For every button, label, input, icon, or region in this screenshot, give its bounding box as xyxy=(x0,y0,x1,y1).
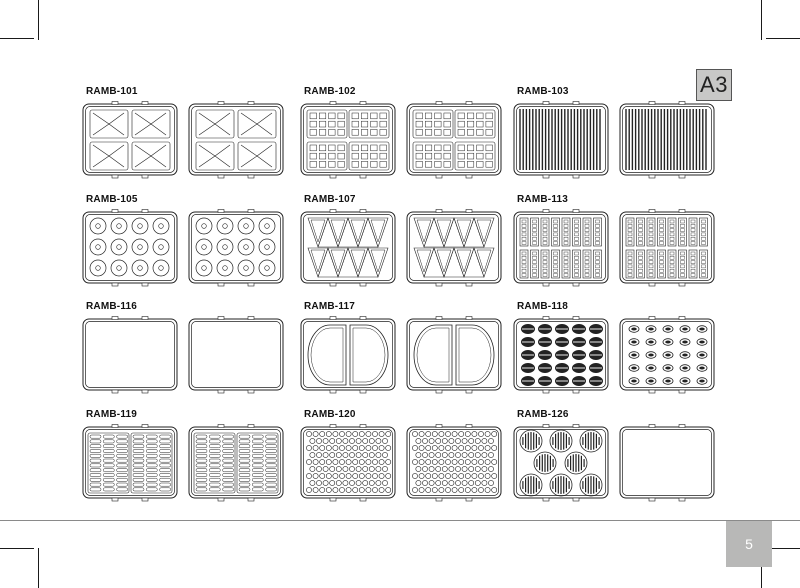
right-plate-waffle-sticks xyxy=(619,208,715,288)
right-plate-flat xyxy=(188,315,284,395)
footer-rule xyxy=(0,520,800,521)
model-label: RAMB-103 xyxy=(517,86,569,97)
left-plate-ribbed-circles xyxy=(513,423,609,503)
model-label: RAMB-126 xyxy=(517,409,569,420)
right-plate-waffle-grid xyxy=(406,100,502,180)
left-plate-ribbed-nuts xyxy=(513,315,609,395)
model-label: RAMB-105 xyxy=(86,194,138,205)
left-plate-waffle-grid xyxy=(300,100,396,180)
left-plate-grill-ribs xyxy=(513,100,609,180)
left-plate-triangle-pockets xyxy=(300,208,396,288)
left-plate-honeycomb-dots xyxy=(300,423,396,503)
left-plate-flat xyxy=(82,315,178,395)
crop-mark xyxy=(38,548,39,588)
model-label: RAMB-117 xyxy=(304,301,356,312)
model-label: RAMB-102 xyxy=(304,86,356,97)
left-plate-sandwich-triangles xyxy=(82,100,178,180)
right-plate-small-ovals xyxy=(619,315,715,395)
left-plate-waffle-sticks xyxy=(513,208,609,288)
section-badge: A3 xyxy=(696,69,732,101)
model-label: RAMB-119 xyxy=(86,409,138,420)
left-plate-half-ovals xyxy=(300,315,396,395)
model-label: RAMB-118 xyxy=(517,301,569,312)
right-plate-half-ovals xyxy=(406,315,502,395)
right-plate-triangle-pockets xyxy=(406,208,502,288)
model-label: RAMB-107 xyxy=(304,194,356,205)
page-number: 5 xyxy=(726,521,772,567)
crop-mark xyxy=(38,0,39,40)
model-label: RAMB-120 xyxy=(304,409,356,420)
left-plate-long-waffles xyxy=(82,423,178,503)
model-label: RAMB-113 xyxy=(517,194,569,205)
right-plate-long-waffles xyxy=(188,423,284,503)
right-plate-honeycomb-dots xyxy=(406,423,502,503)
model-label: RAMB-101 xyxy=(86,86,138,97)
right-plate-sandwich-triangles xyxy=(188,100,284,180)
left-plate-donuts xyxy=(82,208,178,288)
model-label: RAMB-116 xyxy=(86,301,138,312)
right-plate-flat xyxy=(619,423,715,503)
crop-mark xyxy=(766,38,800,39)
crop-mark xyxy=(0,38,34,39)
crop-mark xyxy=(0,548,34,549)
right-plate-grill-ribs xyxy=(619,100,715,180)
right-plate-donuts xyxy=(188,208,284,288)
crop-mark xyxy=(761,0,762,40)
